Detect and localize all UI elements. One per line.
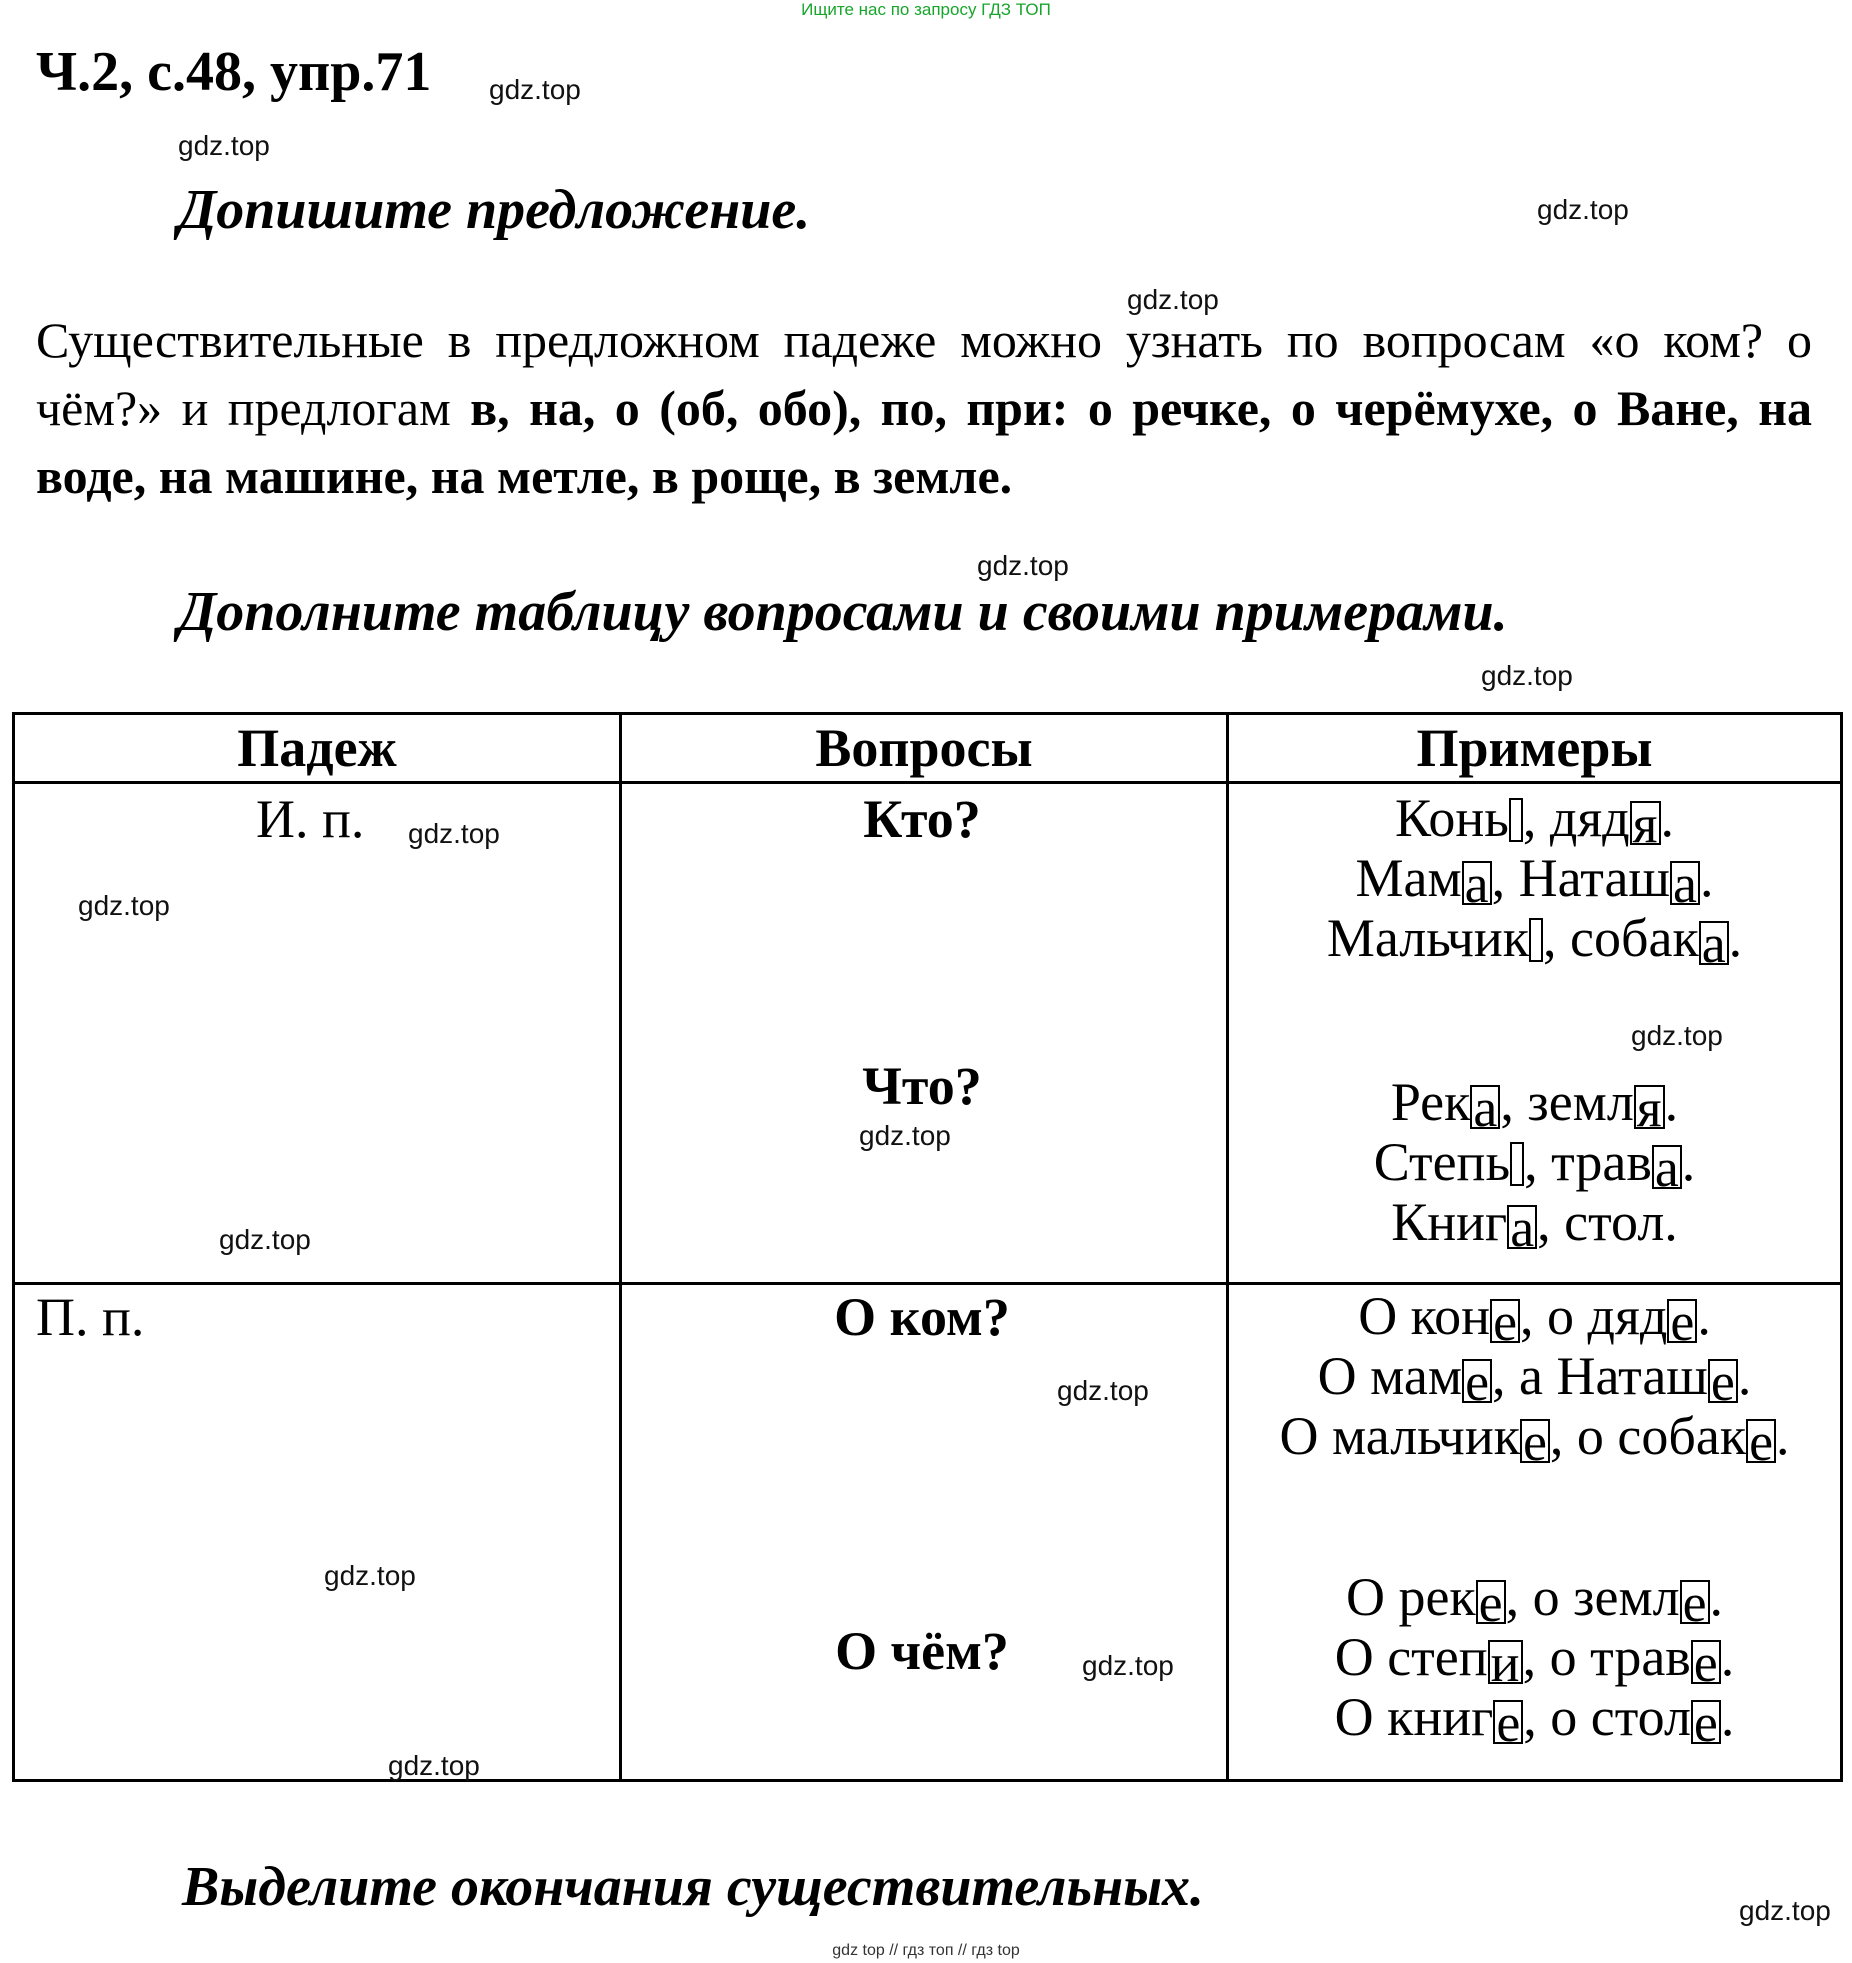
word-ending-box: е: [1691, 1700, 1721, 1744]
example-line: [1229, 1687, 1840, 1753]
word-ending-box: е: [1680, 1580, 1710, 1624]
example-text: , собак: [1543, 908, 1699, 968]
example-text: , о собак: [1549, 1406, 1747, 1466]
rule-paragraph: [36, 306, 1812, 510]
table-header-divider: [12, 781, 1843, 784]
watermark: gdz.top: [1739, 1895, 1831, 1926]
word-ending-box: а: [1507, 1205, 1537, 1249]
example-text: .: [1728, 908, 1743, 968]
watermark: gdz.top: [178, 130, 270, 161]
example-text: .: [1720, 1627, 1735, 1687]
example-text: .: [1697, 1286, 1711, 1346]
examples-prepositional-animate: [1229, 1286, 1840, 1472]
example-text: .: [1681, 1132, 1696, 1192]
table-row-divider: [12, 1282, 1843, 1285]
task-highlight-endings: Выделите окончания существительных.: [182, 1856, 1205, 1918]
word-ending-box: и: [1488, 1640, 1523, 1684]
word-ending-box: я: [1630, 801, 1661, 845]
watermark: gdz.top: [1631, 1020, 1723, 1051]
example-text: .: [1776, 1406, 1790, 1466]
watermark: gdz.top: [219, 1224, 311, 1255]
word-ending-box: е: [1520, 1419, 1550, 1463]
word-ending-box: е: [1493, 1700, 1523, 1744]
table-border-bottom: [12, 1779, 1843, 1782]
example-text: .: [1664, 1072, 1679, 1132]
example-text: О кон: [1358, 1286, 1491, 1346]
example-text: , о трав: [1522, 1627, 1691, 1687]
example-line: [1229, 1346, 1840, 1412]
word-ending-box: [1509, 798, 1523, 842]
example-text: Мам: [1355, 848, 1462, 908]
table-border-left: [12, 712, 15, 1782]
word-ending-box: е: [1462, 1359, 1492, 1403]
example-text: .: [1660, 788, 1674, 848]
watermark: gdz.top: [1057, 1375, 1149, 1406]
question-what: Что?: [862, 1056, 982, 1116]
watermark: gdz.top: [78, 890, 170, 921]
watermark: gdz.top: [388, 1750, 480, 1781]
question-about-whom: О ком?: [834, 1287, 1010, 1347]
watermark: gdz.top: [408, 818, 500, 849]
example-text: .: [1737, 1346, 1752, 1406]
examples-prepositional-inanimate: [1229, 1567, 1840, 1753]
example-line: [1229, 1627, 1840, 1693]
word-ending-box: а: [1462, 861, 1492, 905]
example-text: Степь: [1373, 1132, 1511, 1192]
example-text: О книг: [1334, 1687, 1494, 1747]
example-text: , дяд: [1522, 788, 1630, 848]
watermark: gdz.top: [1127, 284, 1219, 315]
word-ending-box: е: [1667, 1299, 1697, 1343]
task-fill-table: Дополните таблицу вопросами и своими примерами.: [178, 581, 1508, 643]
word-ending-box: е: [1708, 1359, 1738, 1403]
example-text: О степ: [1334, 1627, 1488, 1687]
examples-nominative-animate: [1229, 788, 1840, 974]
watermark: gdz.top: [977, 550, 1069, 581]
example-line: [1229, 1406, 1840, 1472]
example-text: .: [1699, 848, 1714, 908]
example-text: , а Наташ: [1492, 1346, 1708, 1406]
example-line: [1229, 788, 1840, 854]
word-ending-box: а: [1652, 1145, 1682, 1189]
watermark: gdz.top: [1537, 194, 1629, 225]
page-title: Ч.2, с.48, упр.71: [36, 41, 432, 103]
example-line: [1229, 1286, 1840, 1352]
example-line: [1229, 908, 1840, 974]
example-text: О мальчик: [1279, 1406, 1520, 1466]
rule-plain-text: Существительные в предложном падеже можно узнать по вопросам «о ком? о чём?» и предлогам: [36, 312, 1812, 436]
example-text: О рек: [1345, 1567, 1476, 1627]
example-text: , о земл: [1505, 1567, 1680, 1627]
watermark: gdz.top: [324, 1560, 416, 1591]
rule-bold-text: в, на, о (об, обо), по, при: о речке, о черёмухе, о Ване, на воде, на машине, на метле, в роще, в земле.: [36, 380, 1813, 504]
case-nominative: И. п.: [256, 789, 365, 849]
watermark: gdz.top: [489, 74, 581, 105]
examples-nominative-inanimate: [1229, 1072, 1840, 1258]
header-questions: Вопросы: [815, 718, 1033, 778]
example-line: [1229, 1072, 1840, 1138]
task-complete-sentence: Допишите предложение.: [178, 179, 811, 241]
word-ending-box: е: [1691, 1640, 1721, 1684]
example-line: [1229, 1132, 1840, 1198]
word-ending-box: е: [1476, 1580, 1506, 1624]
word-ending-box: [1529, 918, 1543, 962]
word-ending-box: е: [1490, 1299, 1520, 1343]
word-ending-box: а: [1670, 861, 1700, 905]
word-ending-box: [1510, 1142, 1524, 1186]
example-text: , о стол: [1523, 1687, 1691, 1747]
word-ending-box: я: [1634, 1085, 1665, 1129]
watermark: gdz.top: [1481, 660, 1573, 691]
header-examples: Примеры: [1416, 718, 1653, 778]
example-text: Конь: [1395, 788, 1509, 848]
example-line: [1229, 1567, 1840, 1633]
word-ending-box: а: [1470, 1085, 1500, 1129]
question-who: Кто?: [863, 789, 981, 849]
watermark: gdz.top: [859, 1120, 951, 1151]
example-text: Рек: [1390, 1072, 1471, 1132]
example-text: О мам: [1317, 1346, 1463, 1406]
example-text: , трав: [1524, 1132, 1652, 1192]
case-prepositional: П. п.: [36, 1287, 145, 1347]
example-text: Мальчик: [1326, 908, 1530, 968]
example-text: .: [1720, 1687, 1735, 1747]
example-text: , земл: [1500, 1072, 1634, 1132]
example-text: Книг: [1391, 1192, 1508, 1252]
header-case: Падеж: [237, 718, 397, 778]
bottom-banner: gdz top // гдз топ // гдз top: [832, 1942, 1020, 1959]
word-ending-box: е: [1746, 1419, 1776, 1463]
example-line: [1229, 1192, 1840, 1258]
top-banner: Ищите нас по запросу ГДЗ ТОП: [801, 0, 1051, 19]
watermark: gdz.top: [1082, 1650, 1174, 1681]
example-text: , стол.: [1537, 1192, 1678, 1252]
example-text: , о дяд: [1520, 1286, 1668, 1346]
table-border-right: [1840, 712, 1843, 1782]
word-ending-box: а: [1699, 921, 1729, 965]
question-about-what: О чём?: [835, 1621, 1009, 1681]
example-line: [1229, 848, 1840, 914]
example-text: , Наташ: [1491, 848, 1671, 908]
example-text: .: [1709, 1567, 1724, 1627]
